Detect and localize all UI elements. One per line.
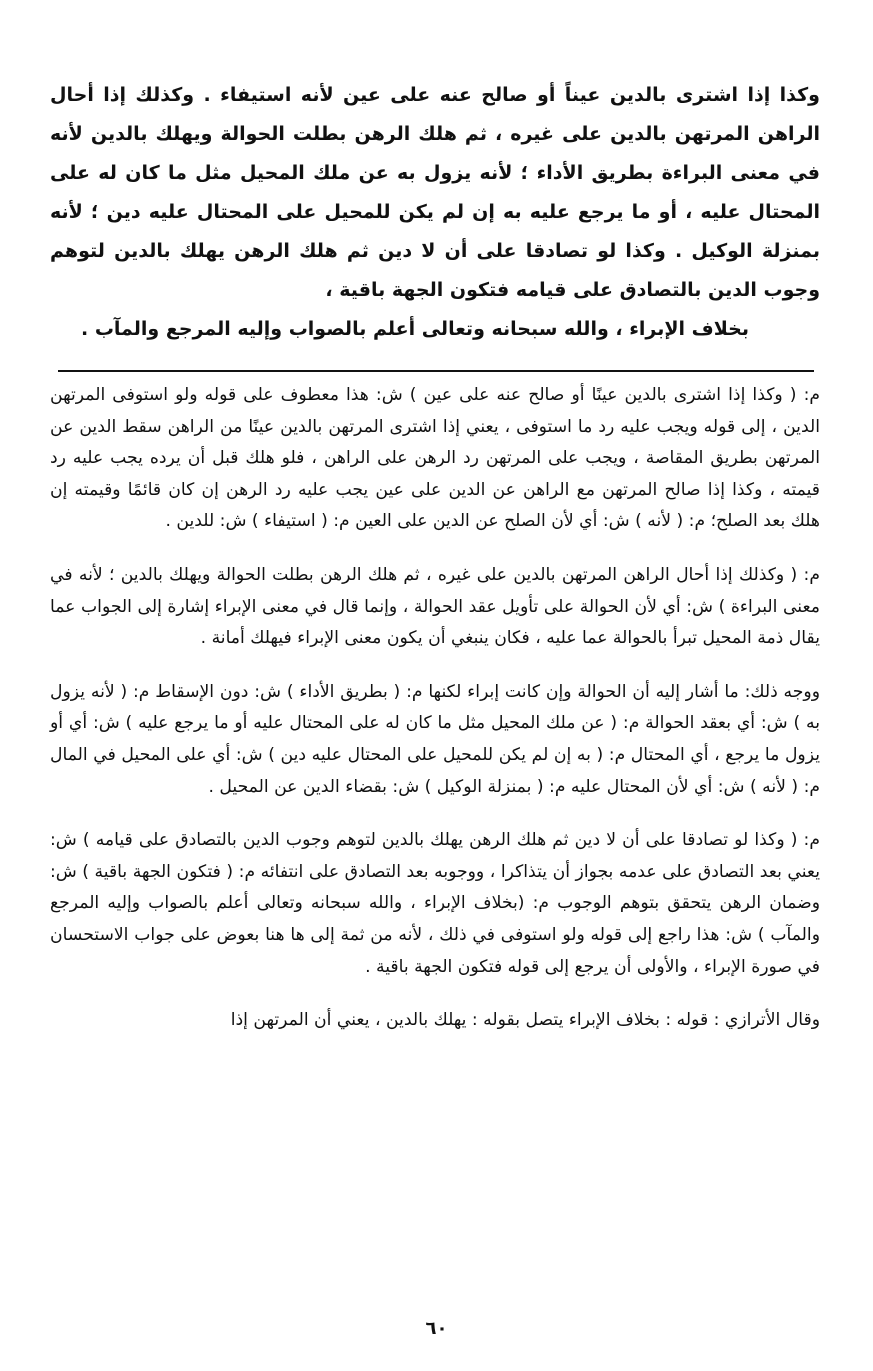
main-text-last-line: بخلاف الإبراء ، والله سبحانه وتعالى أعلم بالصواب وإليه المرجع والمآب . — [80, 318, 749, 340]
main-text-body: وكذا إذا اشترى بالدين عيناً أو صالح عنه على عين لأنه استيفاء . وكذلك إذا أحال الراهن المرتهن بالدين على غيره ، ثم هلك الرهن بطلت الحوالة ويهلك بالدين لأنه في معنى البراءة بطريق الأداء ؛ لأنه يزول به عن ملك المحيل مثل ما كان له على المحتال عليه ، أو ما يرجع عليه به إن لم يكن للمحيل على المحتال عليه دين ؛ لأنه بمنزلة الوكيل . وكذا لو تصادقا على أن لا دين ثم هلك الرهن يهلك بالدين لتوهم وجوب الدين بالتصادق على قيامه فتكون الجهة باقية ، — [50, 84, 820, 301]
commentary-paragraph: م: ( وكذا لو تصادقا على أن لا دين ثم هلك الرهن يهلك بالدين لتوهم وجوب الدين بالتصادق على قيامه ) ش: يعني بعد التصادق على عدمه بجواز أن يتذاكرا ، ووجوبه بعد التصادق على انتفائه م: ( فتكون الجهة باقية ) ش: وضمان الرهن يتحقق بتوهم الوجوب م: (بخلاف الإبراء ، والله سبحانه وتعالى أعلم بالصواب وإليه المرجع والمآب ) ش: هذا راجع إلى قوله ولو استوفى في ذلك ، لأنه من ثمة إلى ها هنا بعوض على جواب الاستحسان في صورة الإبراء ، والأولى أن يرجع إلى قوله فتكون الجهة باقية . — [50, 830, 820, 977]
commentary-block — [50, 380, 820, 1037]
page-number: ٦٠ — [425, 1318, 448, 1339]
commentary-paragraph: ووجه ذلك: ما أشار إليه أن الحوالة وإن كانت إبراء لكنها م: ( بطريق الأداء ) ش: دون الإسقاط م: ( لأنه يزول به ) ش: أي بعقد الحوالة م: ( عن ملك المحيل مثل ما كان له على المحتال عليه أو ما يرجع عليه ) ش: أي أو يزول ما يرجع ، أي المحتال م: ( به إن لم يكن للمحيل على المحتال عليه دين ) ش: أي على المحيل في المال م: ( لأنه ) ش: أي لأن المحتال عليه م: ( بمنزلة الوكيل ) ش: بقضاء الدين عن المحيل . — [50, 681, 820, 797]
section-divider — [58, 370, 814, 372]
commentary-paragraph: وقال الأترازي : قوله : بخلاف الإبراء يتصل بقوله : يهلك بالدين ، يعني أن المرتهن إذا — [230, 1010, 820, 1031]
commentary-paragraph: م: ( وكذا إذا اشترى بالدين عينًا أو صالح عنه على عين ) ش: هذا معطوف على قوله ولو استوفى المرتهن الدين ، إلى قوله ويجب عليه رد ما استوفى ، يعني إذا اشترى المرتهن بالدين عينًا من الراهن سقط الدين عن المرتهن بطريق المقاصة ، ويجب على المرتهن رد الرهن على الراهن ، فلو هلك قبل أن يرده يجب عليه رد قيمته ، وكذا إذا صالح المرتهن مع الراهن عن الدين على عين يجب عليه رد الرهن إن كان قائمًا وقيمته إن هلك بعد الصلح؛ م: ( لأنه ) ش: أي لأن الصلح عن الدين على العين م: ( استيفاء ) ش: للدين . — [50, 385, 820, 532]
main-text-block — [50, 76, 820, 349]
commentary-paragraph: م: ( وكذلك إذا أحال الراهن المرتهن بالدين على غيره ، ثم هلك الرهن بطلت الحوالة ويهلك بالدين ؛ لأنه في معنى البراءة ) ش: أي لأن الحوالة على تأويل عقد الحوالة ، وإنما قال في معنى الإبراء إشارة إلى الجواب عما يقال ذمة المحيل تبرأ بالحوالة عما عليه ، فكان ينبغي أن يكون معنى الإبراء فيهلك أمانة . — [50, 564, 820, 649]
